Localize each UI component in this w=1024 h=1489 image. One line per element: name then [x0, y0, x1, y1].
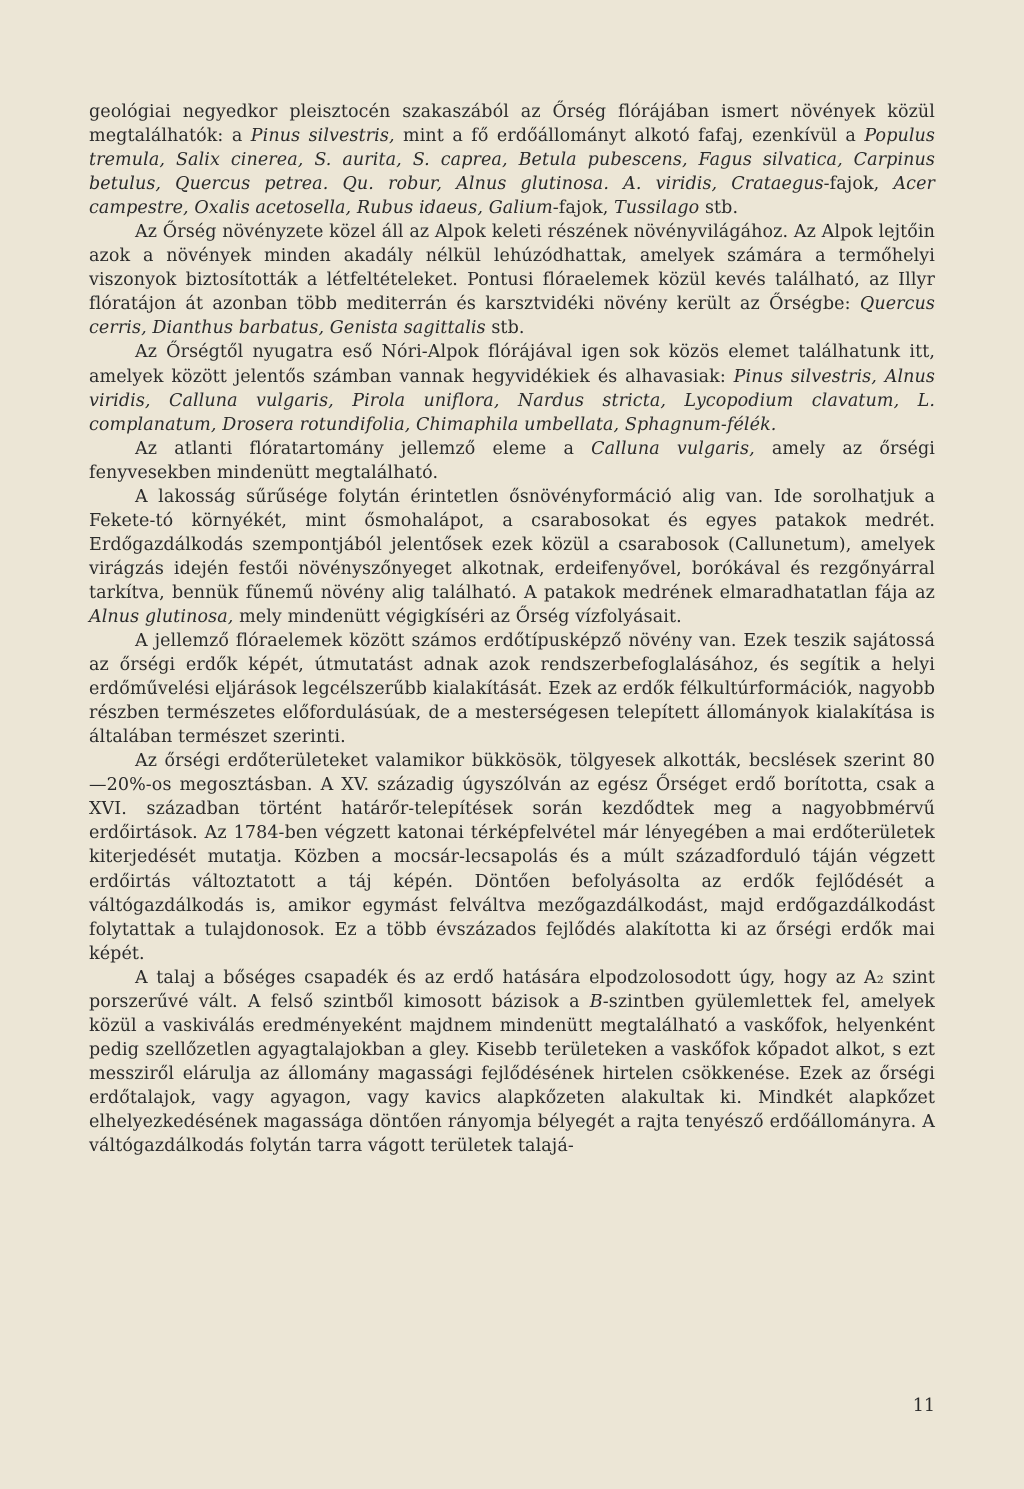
paragraph: [89, 485, 935, 629]
text-run: stb.: [699, 198, 739, 219]
text-run: -fajok,: [823, 174, 894, 195]
text-run: Az Őrségtől nyugatra eső Nóri-Alpok flórájával igen sok közös elemet találhatunk itt, amelyek között jelentős számban vannak hegyvidékiek és alhavasiak:: [89, 342, 935, 387]
text-run: A talaj a bőséges csapadék és az erdő hatására elpodzolosodott úgy, hogy az A₂ szint porszerűvé vált. A felső szintből kimosott bázisok a: [89, 967, 935, 1012]
text-run: Az atlanti flóratartomány jellemző eleme a: [135, 438, 592, 459]
text-run: -fajok,: [552, 198, 615, 219]
italic-text: Calluna vulgaris,: [591, 438, 755, 459]
italic-text: Quercus cerris, Dianthus barbatus, Genista sagittalis: [89, 294, 935, 339]
page-body: [89, 100, 935, 1158]
italic-text: Acer campestre, Oxalis acetosella, Rubus idaeus, Galium: [89, 174, 935, 219]
paragraph: [89, 100, 935, 220]
italic-text: Alnus glutinosa,: [89, 606, 234, 627]
paragraph: [89, 966, 935, 1158]
paragraph: [89, 437, 935, 485]
text-run: stb.: [485, 318, 525, 339]
text-run: A jellemző flóraelemek között számos erdőtípusképző növény van. Ezek teszik sajátossá az őrségi erdők képét, útmutatást adnak azok rendszerbefoglalásához, és segítik a helyi erdőművelési eljárások legcélszerűbb kialakítását. Ezek az erdők félkultúrformációk, nagyobb részben természetes előfordulásúak, de a mesterségesen telepített állományok kialakítása is általában természet szerinti.: [89, 631, 935, 748]
paragraph: [89, 220, 935, 340]
italic-text: B: [589, 991, 603, 1012]
text-run: amely az őrségi fenyvesekben mindenütt megtalálható.: [89, 438, 935, 483]
text-run: Az Őrség növényzete közel áll az Alpok keleti részének növényvilágához. Az Alpok lejtőin azok a növények minden akadály nélkül lehúzódhattak, amelyek számára a termőhelyi viszonyok biztosították a létfeltételeket. Pontusi flóraelemek közül kevés található, az Illyr flóratájon át azonban több mediterrán és karsztvidéki növény került az Őrségbe:: [89, 222, 935, 315]
paragraph: [89, 749, 935, 965]
paragraph: [89, 340, 935, 436]
italic-text: Populus tremula, Salix cinerea, S. aurita, S. caprea, Betula pubescens, Fagus silvatica, Carpinus betulus, Quercus petrea. Qu. robur, Alnus glutinosa. A. viridis, Crataegus: [89, 126, 936, 195]
text-run: geológiai negyedkor pleisztocén szakaszából az Őrség flórájában ismert növények közül megtalálhatók: a: [89, 102, 935, 147]
italic-text: Tussilago: [614, 198, 700, 219]
italic-text: Pinus silvestris, Alnus viridis, Calluna vulgaris, Pirola uniflora, Nardus stricta, Lycopodium clavatum, L. complanatum, Drosera rotundifolia, Chimaphila umbellata, Sphagnum-félék.: [89, 366, 936, 435]
text-run: Az őrségi erdőterületeket valamikor bükkösök, tölgyesek alkották, becslések szerint 80—20%-os megosztásban. A XV. századig úgyszólván az egész Őrséget erdő borította, csak a XVI. században történt határőr-telepítések során kezdődtek meg a nagyobbmérvű erdőirtások. Az 1784-ben végzett katonai térképfelvétel már lényegében a mai erdőterületek kiterjedését mutatja. Közben a mocsár-lecsapolás és a múlt századforduló táján végzett erdőirtás változtatott a táj képén. Döntően befolyásolta az erdők fejlődését a váltógazdálkodás is, amikor egymást felváltva mezőgazdálkodást, majd erdőgazdálkodást folytattak a tulajdonosok. Ez a több évszázados fejlődés alakította ki az őrségi erdők mai képét.: [89, 751, 935, 964]
text-run: -szintben gyülemlettek fel, amelyek közül a vaskiválás eredményeként majdnem mindenütt megtalálható a vaskőfok, helyenként pedig szellőzetlen agyagtalajokban a gley. Kisebb területeken a vaskőfok kőpadot alkot, s ezt messziről elárulja az állomány magassági fejlődésének hirtelen csökkenése. Ezek az őrségi erdőtalajok, vagy agyagon, vagy kavics alapkőzeten alakultak ki. Mindkét alapkőzet elhelyezkedésének magassága döntően rányomja bélyegét a rajta tenyésző erdőállományra. A váltógazdálkodás folytán tarra vágott területek talajá-: [89, 991, 936, 1157]
italic-text: Pinus silvestris,: [250, 126, 395, 147]
page-number: 11: [912, 1396, 935, 1416]
text-run: A lakosság sűrűsége folytán érintetlen ősnövényformáció alig van. Ide sorolhatjuk a Fekete-tó környékét, mint ősmohalápot, a csarabosokat és egyes patakok medrét. Erdőgazdálkodás szempontjából jelentősek ezek közül a csarabosok (Callunetum), amelyek virágzás idején festői növényszőnyeget alkotnak, erdeifenyővel, borókával és rezgőnyárral tarkítva, bennük fűnemű növény alig található. A patakok medrének elmaradhatatlan fája az: [89, 486, 935, 603]
text-run: mint a fő erdőállományt alkotó fafaj, ezenkívül a: [394, 126, 865, 147]
text-run: mely mindenütt végigkíséri az Őrség vízfolyásait.: [233, 606, 682, 627]
paragraph: [89, 629, 935, 749]
